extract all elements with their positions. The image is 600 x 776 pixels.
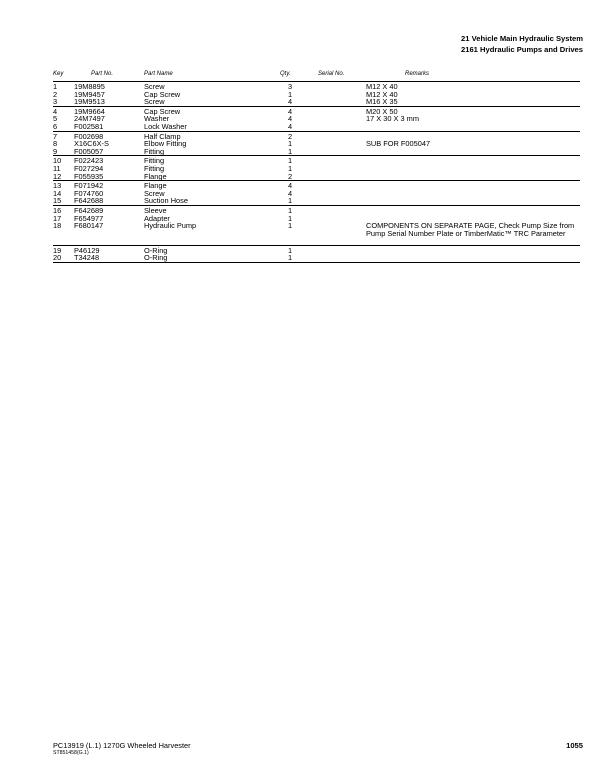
part-name-cell: Cap Screw: [144, 106, 181, 116]
quantity-cell: 4: [288, 181, 293, 191]
table-row: [53, 98, 580, 106]
quantity-cell: 4: [288, 188, 293, 198]
key-cell: 2: [53, 89, 58, 99]
part-number-cell: 19M9664: [74, 106, 105, 116]
table-header: [53, 70, 580, 82]
remarks-cell: M12 X 40: [366, 82, 398, 91]
key-cell: 1: [53, 82, 58, 91]
part-name-cell: Cap Screw: [144, 89, 181, 99]
table-row: [53, 157, 580, 165]
part-number-cell: 19M8895: [74, 82, 105, 91]
table-row: [53, 115, 580, 123]
part-number-cell: F071942: [74, 181, 104, 191]
column-part-name: Part Name: [144, 71, 173, 77]
row-group: [53, 156, 580, 181]
table-row: [53, 140, 580, 148]
quantity-cell: 4: [288, 121, 293, 131]
part-name-cell: Hydraulic Pump: [144, 221, 197, 231]
quantity-cell: 2: [288, 131, 293, 141]
table-row: [53, 190, 580, 198]
part-number-cell: X16C6X-S: [74, 139, 109, 149]
part-name-cell: Flange: [144, 171, 167, 181]
table-row: [53, 222, 580, 245]
part-name-cell: Screw: [144, 188, 165, 198]
part-number-cell: F642689: [74, 205, 104, 215]
row-group: [53, 82, 580, 107]
part-name-cell: Lock Washer: [144, 121, 187, 131]
quantity-cell: 1: [288, 205, 293, 215]
quantity-cell: 1: [288, 196, 293, 206]
part-number-cell: 24M7497: [74, 114, 105, 124]
quantity-cell: 1: [288, 89, 293, 99]
key-cell: 3: [53, 97, 58, 107]
key-cell: 8: [53, 139, 58, 149]
remarks-cell: M16 X 35: [366, 97, 398, 107]
table-row: [53, 197, 580, 205]
table-row: [53, 108, 580, 116]
part-number-cell: F002581: [74, 121, 104, 131]
part-number-cell: P46129: [74, 245, 100, 255]
row-group: [53, 246, 580, 263]
key-cell: 20: [53, 253, 62, 263]
quantity-cell: 2: [288, 171, 293, 181]
quantity-cell: 4: [288, 114, 293, 124]
column-part-no: Part No.: [91, 71, 114, 77]
row-group: [53, 132, 580, 157]
part-name-cell: Sleeve: [144, 205, 167, 215]
quantity-cell: 4: [288, 106, 293, 116]
table-row: [53, 254, 580, 262]
subsection-title: 2161 Hydraulic Pumps and Drives: [461, 45, 583, 54]
document-line: PC13919 (L.1) 1270G Wheeled Harvester: [53, 741, 191, 750]
page-header: [461, 33, 583, 55]
table-row: [53, 123, 580, 131]
table-row: [53, 133, 580, 141]
part-name-cell: Screw: [144, 97, 165, 107]
part-number-cell: F022423: [74, 156, 104, 166]
table-row: [53, 182, 580, 190]
remarks-cell: SUB FOR F005047: [366, 139, 431, 149]
key-cell: 6: [53, 121, 58, 131]
quantity-cell: 1: [288, 156, 293, 166]
part-name-cell: Adapter: [144, 213, 170, 223]
part-name-cell: Fitting: [144, 156, 165, 166]
part-number-cell: F642688: [74, 196, 104, 206]
row-group: [53, 107, 580, 132]
quantity-cell: 1: [288, 253, 293, 263]
part-name-cell: Suction Hose: [144, 196, 188, 206]
table-body: [53, 82, 580, 263]
part-number-cell: F055935: [74, 171, 104, 181]
part-number-cell: F027294: [74, 163, 104, 173]
part-name-cell: Fitting: [144, 146, 165, 156]
table-row: [53, 207, 580, 215]
part-number-cell: 19M9513: [74, 97, 105, 107]
quantity-cell: 3: [288, 82, 293, 91]
remarks-cell: 17 X 30 X 3 mm: [366, 114, 419, 124]
section-title: 21 Vehicle Main Hydraulic System: [461, 34, 583, 43]
quantity-cell: 1: [288, 146, 293, 156]
part-number-cell: F654977: [74, 213, 104, 223]
column-serial-no: Serial No.: [318, 71, 345, 77]
parts-table: [53, 70, 580, 263]
part-number-cell: 19M9457: [74, 89, 105, 99]
part-number-cell: T34248: [74, 253, 100, 263]
table-row: [53, 165, 580, 173]
column-remarks: Remarks: [405, 71, 430, 77]
remarks-cell: M12 X 40: [366, 89, 398, 99]
key-cell: 14: [53, 188, 62, 198]
key-cell: 17: [53, 213, 62, 223]
column-key: Key: [53, 71, 64, 77]
part-number-cell: F074760: [74, 188, 104, 198]
part-name-cell: Half Clamp: [144, 131, 181, 141]
key-cell: 12: [53, 171, 62, 181]
key-cell: 10: [53, 156, 62, 166]
table-row: [53, 83, 580, 91]
part-name-cell: O-Ring: [144, 245, 168, 255]
key-cell: 11: [53, 163, 61, 173]
remarks-cell: COMPONENTS ON SEPARATE PAGE, Check Pump Size from Pump Serial Number Plate or TimberMatic™ TRC Parameter: [366, 221, 575, 238]
key-cell: 7: [53, 131, 58, 141]
key-cell: 18: [53, 221, 62, 231]
key-cell: 19: [53, 245, 62, 255]
quantity-cell: 4: [288, 97, 293, 107]
page-number: 1055: [566, 741, 583, 750]
key-cell: 16: [53, 205, 62, 215]
part-name-cell: Flange: [144, 181, 167, 191]
column-qty: Qty.: [280, 71, 291, 77]
row-group: [53, 206, 580, 246]
key-cell: 13: [53, 181, 62, 191]
table-row: [53, 247, 580, 255]
table-row: [53, 173, 580, 181]
part-name-cell: Washer: [144, 114, 170, 124]
part-name-cell: Fitting: [144, 163, 165, 173]
reference-code: ST851458(G.1): [53, 750, 89, 756]
part-number-cell: F005057: [74, 146, 104, 156]
key-cell: 5: [53, 114, 58, 124]
part-name-cell: Elbow Fitting: [144, 139, 187, 149]
table-row: [53, 91, 580, 99]
part-number-cell: F002698: [74, 131, 104, 141]
part-number-cell: F680147: [74, 221, 104, 231]
remarks-cell: M20 X 50: [366, 106, 398, 116]
table-row: [53, 148, 580, 156]
part-name-cell: Screw: [144, 82, 165, 91]
quantity-cell: 1: [288, 221, 293, 231]
quantity-cell: 1: [288, 163, 293, 173]
key-cell: 9: [53, 146, 58, 156]
key-cell: 15: [53, 196, 62, 206]
quantity-cell: 1: [288, 213, 293, 223]
quantity-cell: 1: [288, 139, 293, 149]
key-cell: 4: [53, 106, 58, 116]
row-group: [53, 181, 580, 206]
part-name-cell: O-Ring: [144, 253, 168, 263]
quantity-cell: 1: [288, 245, 293, 255]
